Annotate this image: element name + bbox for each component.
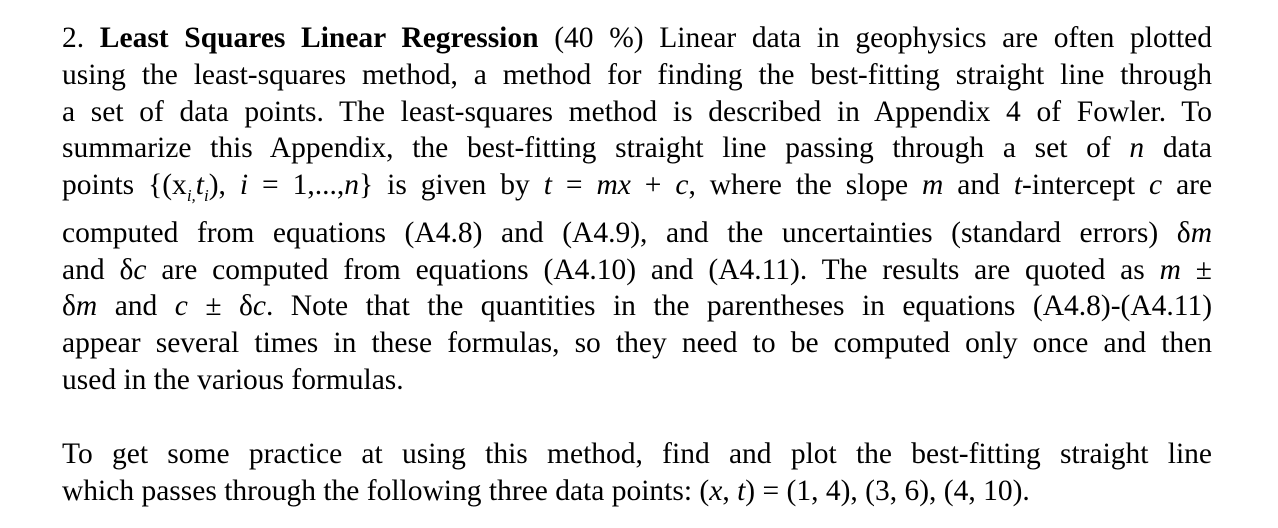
text-line <box>62 288 1212 325</box>
math-var: t <box>543 169 552 202</box>
math-var: c <box>675 169 689 202</box>
math-var: i <box>239 169 249 202</box>
text-line <box>62 325 1212 362</box>
math-var: t <box>737 474 746 507</box>
math-subscript: i <box>204 186 209 206</box>
text-run: summarize this Appendix, the best-fitting straight line passing through a set of <box>62 132 1111 165</box>
problem-title: Least Squares Linear Regression <box>99 22 539 54</box>
text-run: To get some practice at using this method, find and plot the best-fitting straight line <box>62 437 1212 470</box>
math-var: t <box>1013 169 1023 202</box>
text-run: = 1,..., <box>262 169 345 202</box>
math-var: x <box>709 474 723 507</box>
text-run: using the least-squares method, a method for finding the best-fitting straight line through <box>62 58 1212 91</box>
text-run: ± <box>1195 253 1212 286</box>
math-var: n <box>344 169 360 202</box>
text-run: a set of data points. The least-squares method is described in Appendix 4 of Fowler. To <box>62 95 1212 128</box>
math-var: c <box>1149 169 1163 202</box>
text-run: and δ <box>62 253 134 286</box>
text-run: Linear data in geophysics are often plotted <box>659 22 1212 54</box>
practice-paragraph <box>62 436 1212 510</box>
math-var: mx <box>596 169 631 202</box>
text-line <box>62 436 1212 473</box>
math-var: m <box>922 169 944 202</box>
text-run: ), <box>208 169 226 202</box>
text-run: -intercept <box>1022 169 1136 202</box>
text-run: data <box>1162 132 1213 165</box>
text-run: ) = (1, 4), (3, 6), (4, 10). <box>745 474 1030 507</box>
text-run: and <box>114 290 158 323</box>
problem-weight: (40 %) <box>554 22 644 54</box>
text-run: appear several times in these formulas, so they need to be computed only once and then <box>62 327 1212 360</box>
math-var: c <box>252 290 266 323</box>
math-var: m <box>1190 216 1212 249</box>
text-run: are <box>1176 169 1213 202</box>
problem-paragraph <box>62 20 1212 399</box>
text-run: , where the slope <box>688 169 909 202</box>
math-var: m <box>75 290 98 323</box>
text-line <box>62 252 1212 289</box>
text-line <box>62 473 1212 510</box>
text-run: points {(x <box>62 169 187 202</box>
math-subscript: i, <box>186 186 196 206</box>
problem-number: 2. <box>62 22 85 54</box>
text-run: = <box>565 169 583 202</box>
text-run: ± δ <box>205 290 253 323</box>
text-line <box>62 57 1212 94</box>
text-run: are computed from equations (A4.10) and (A4.11). The results are quoted as <box>161 253 1145 286</box>
text-run: } is given by <box>359 169 530 202</box>
text-line <box>62 215 1212 252</box>
text-run: , <box>722 474 730 507</box>
text-line <box>62 130 1212 167</box>
math-var: m <box>1159 253 1181 286</box>
document-page <box>62 20 1212 509</box>
text-run: computed from equations (A4.8) and (A4.9), and the uncertainties (standard errors) δ <box>62 216 1191 249</box>
text-run: and <box>957 169 1000 202</box>
text-line <box>62 94 1212 131</box>
text-run: which passes through the following three data points: ( <box>62 474 710 507</box>
text-line <box>62 362 1212 399</box>
math-var: t <box>195 169 204 202</box>
text-run: . Note that the quantities in the parentheses in equations (A4.8)-(A4.11) <box>265 290 1213 323</box>
math-var: c <box>174 290 188 323</box>
math-var: c <box>133 253 147 286</box>
text-run: used in the various formulas. <box>62 364 404 397</box>
text-line <box>62 167 1212 215</box>
text-run: δ <box>62 290 76 323</box>
text-run: + <box>644 169 662 202</box>
text-line <box>62 20 1212 57</box>
math-var: n <box>1129 132 1145 165</box>
